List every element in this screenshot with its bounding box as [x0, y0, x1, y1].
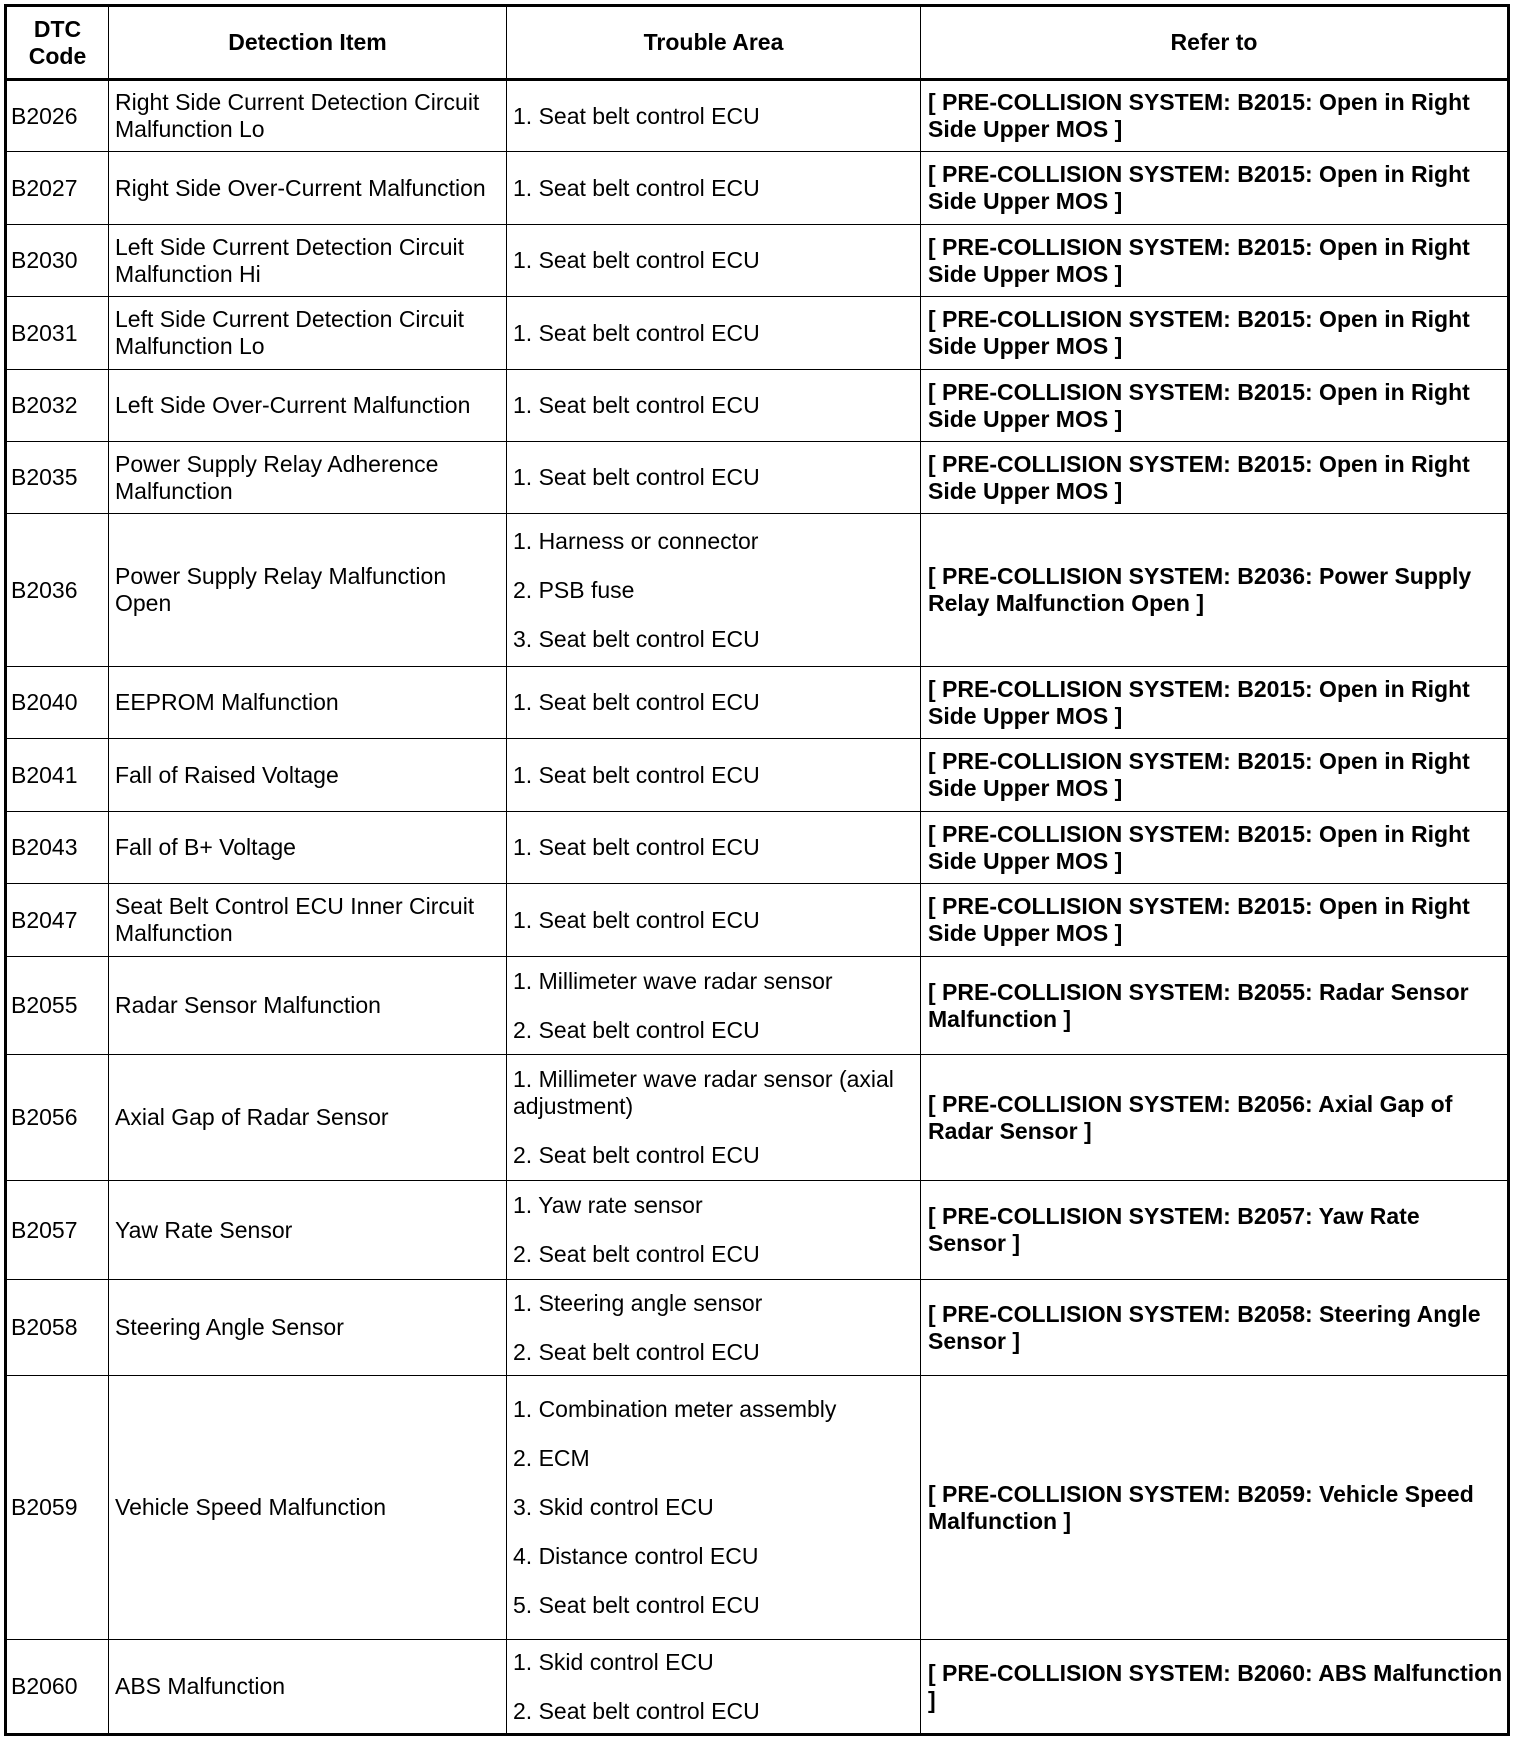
table-row — [6, 1376, 1509, 1640]
trouble-area-cell — [507, 1055, 921, 1181]
trouble-area-item: 2. Seat belt control ECU — [513, 1697, 760, 1724]
table-row — [6, 957, 1509, 1055]
detection-item-cell: Seat Belt Control ECU Inner Circuit Malfunction — [109, 884, 507, 957]
trouble-area-cell — [507, 442, 921, 514]
dtc-code-cell: B2043 — [6, 812, 109, 884]
trouble-area-list — [513, 1396, 914, 1619]
trouble-area-list — [513, 103, 914, 130]
detection-item-cell: Axial Gap of Radar Sensor — [109, 1055, 507, 1181]
table-row — [6, 80, 1509, 152]
trouble-area-cell — [507, 370, 921, 442]
table-row — [6, 884, 1509, 957]
detection-item-cell: Left Side Current Detection Circuit Malfunction Lo — [109, 297, 507, 370]
header-refer-to: Refer to — [921, 6, 1509, 80]
trouble-area-cell — [507, 1280, 921, 1376]
table-row — [6, 1055, 1509, 1181]
table-row — [6, 225, 1509, 297]
trouble-area-item: 1. Seat belt control ECU — [513, 174, 760, 201]
trouble-area-item: 1. Seat belt control ECU — [513, 319, 760, 346]
detection-item-cell: Right Side Current Detection Circuit Malfunction Lo — [109, 80, 507, 152]
trouble-area-item: 2. Seat belt control ECU — [513, 1016, 760, 1043]
trouble-area-item: 2. ECM — [513, 1445, 590, 1471]
detection-item-cell: Right Side Over-Current Malfunction — [109, 152, 507, 225]
trouble-area-item: 1. Seat belt control ECU — [513, 906, 760, 933]
dtc-code-cell: B2059 — [6, 1376, 109, 1640]
detection-item-cell: Left Side Current Detection Circuit Malfunction Hi — [109, 225, 507, 297]
detection-item-cell: EEPROM Malfunction — [109, 667, 507, 739]
trouble-area-item: 1. Seat belt control ECU — [513, 247, 760, 273]
refer-to-link[interactable]: [ PRE-COLLISION SYSTEM: B2059: Vehicle Speed Malfunction ] — [921, 1376, 1509, 1640]
table-row — [6, 1181, 1509, 1280]
header-trouble-area: Trouble Area — [507, 6, 921, 80]
refer-to-link[interactable]: [ PRE-COLLISION SYSTEM: B2015: Open in Right Side Upper MOS ] — [921, 739, 1509, 812]
detection-item-cell: ABS Malfunction — [109, 1640, 507, 1735]
table-row — [6, 812, 1509, 884]
dtc-code-cell: B2027 — [6, 152, 109, 225]
dtc-code-cell: B2060 — [6, 1640, 109, 1735]
trouble-area-item: 2. Seat belt control ECU — [513, 1142, 760, 1168]
table-row — [6, 1640, 1509, 1735]
refer-to-link[interactable]: [ PRE-COLLISION SYSTEM: B2056: Axial Gap of Radar Sensor ] — [921, 1055, 1509, 1181]
table-row — [6, 1280, 1509, 1376]
trouble-area-item: 3. Seat belt control ECU — [513, 625, 760, 652]
table-row — [6, 370, 1509, 442]
trouble-area-cell — [507, 812, 921, 884]
trouble-area-cell — [507, 1640, 921, 1735]
trouble-area-list — [513, 320, 914, 347]
trouble-area-item: 2. PSB fuse — [513, 576, 635, 603]
table-row — [6, 152, 1509, 225]
trouble-area-list — [513, 968, 914, 1044]
trouble-area-cell — [507, 1376, 921, 1640]
refer-to-link[interactable]: [ PRE-COLLISION SYSTEM: B2015: Open in Right Side Upper MOS ] — [921, 812, 1509, 884]
dtc-code-cell: B2047 — [6, 884, 109, 957]
trouble-area-item: 1. Seat belt control ECU — [513, 102, 760, 129]
trouble-area-item: 1. Steering angle sensor — [513, 1289, 763, 1316]
refer-to-link[interactable]: [ PRE-COLLISION SYSTEM: B2015: Open in Right Side Upper MOS ] — [921, 667, 1509, 739]
dtc-code-cell: B2057 — [6, 1181, 109, 1280]
trouble-area-cell — [507, 739, 921, 812]
trouble-area-item: 2. Seat belt control ECU — [513, 1338, 760, 1365]
trouble-area-cell — [507, 1181, 921, 1280]
trouble-area-list — [513, 1290, 914, 1366]
detection-item-cell: Fall of Raised Voltage — [109, 739, 507, 812]
trouble-area-item: 1. Seat belt control ECU — [513, 834, 760, 860]
detection-item-cell: Steering Angle Sensor — [109, 1280, 507, 1376]
trouble-area-item: 2. Seat belt control ECU — [513, 1241, 760, 1267]
refer-to-link[interactable]: [ PRE-COLLISION SYSTEM: B2015: Open in Right Side Upper MOS ] — [921, 225, 1509, 297]
trouble-area-item: 1. Combination meter assembly — [513, 1396, 837, 1422]
header-detection-item: Detection Item — [109, 6, 507, 80]
trouble-area-cell — [507, 297, 921, 370]
trouble-area-list — [513, 689, 914, 716]
detection-item-cell: Radar Sensor Malfunction — [109, 957, 507, 1055]
trouble-area-item: 1. Seat belt control ECU — [513, 464, 760, 490]
trouble-area-list — [513, 1649, 914, 1725]
trouble-area-item: 5. Seat belt control ECU — [513, 1592, 760, 1618]
trouble-area-item: 1. Millimeter wave radar sensor — [513, 967, 833, 994]
dtc-code-cell: B2041 — [6, 739, 109, 812]
detection-item-cell: Left Side Over-Current Malfunction — [109, 370, 507, 442]
detection-item-cell: Power Supply Relay Adherence Malfunction — [109, 442, 507, 514]
table-row — [6, 739, 1509, 812]
refer-to-link[interactable]: [ PRE-COLLISION SYSTEM: B2057: Yaw Rate Sensor ] — [921, 1181, 1509, 1280]
dtc-code-cell: B2058 — [6, 1280, 109, 1376]
refer-to-link[interactable]: [ PRE-COLLISION SYSTEM: B2015: Open in Right Side Upper MOS ] — [921, 884, 1509, 957]
dtc-code-cell: B2032 — [6, 370, 109, 442]
trouble-area-item: 1. Skid control ECU — [513, 1648, 714, 1675]
trouble-area-list — [513, 762, 914, 789]
refer-to-link[interactable]: [ PRE-COLLISION SYSTEM: B2060: ABS Malfunction ] — [921, 1640, 1509, 1735]
refer-to-link[interactable]: [ PRE-COLLISION SYSTEM: B2015: Open in Right Side Upper MOS ] — [921, 80, 1509, 152]
refer-to-link[interactable]: [ PRE-COLLISION SYSTEM: B2036: Power Supply Relay Malfunction Open ] — [921, 514, 1509, 667]
dtc-code-cell: B2040 — [6, 667, 109, 739]
header-row — [6, 6, 1509, 80]
trouble-area-list — [513, 175, 914, 202]
dtc-code-cell: B2035 — [6, 442, 109, 514]
trouble-area-list — [513, 907, 914, 934]
trouble-area-item: 1. Seat belt control ECU — [513, 761, 760, 788]
trouble-area-item: 1. Millimeter wave radar sensor (axial adjustment) — [513, 1066, 894, 1119]
trouble-area-cell — [507, 514, 921, 667]
trouble-area-cell — [507, 667, 921, 739]
trouble-area-item: 1. Seat belt control ECU — [513, 392, 760, 418]
trouble-area-cell — [507, 80, 921, 152]
detection-item-cell: Yaw Rate Sensor — [109, 1181, 507, 1280]
trouble-area-list — [513, 834, 914, 861]
table-body — [6, 80, 1509, 1735]
refer-to-link[interactable]: [ PRE-COLLISION SYSTEM: B2015: Open in Right Side Upper MOS ] — [921, 297, 1509, 370]
table-row — [6, 514, 1509, 667]
trouble-area-item: 1. Harness or connector — [513, 527, 759, 554]
trouble-area-list — [513, 247, 914, 274]
table-row — [6, 297, 1509, 370]
trouble-area-cell — [507, 152, 921, 225]
trouble-area-list — [513, 528, 914, 653]
refer-to-link[interactable]: [ PRE-COLLISION SYSTEM: B2015: Open in Right Side Upper MOS ] — [921, 370, 1509, 442]
detection-item-cell: Fall of B+ Voltage — [109, 812, 507, 884]
detection-item-cell: Vehicle Speed Malfunction — [109, 1376, 507, 1640]
trouble-area-list — [513, 392, 914, 419]
refer-to-link[interactable]: [ PRE-COLLISION SYSTEM: B2015: Open in Right Side Upper MOS ] — [921, 442, 1509, 514]
dtc-table — [4, 4, 1510, 1736]
header-dtc-code: DTC Code — [6, 6, 109, 80]
table-row — [6, 667, 1509, 739]
trouble-area-list — [513, 1066, 914, 1169]
dtc-code-cell: B2030 — [6, 225, 109, 297]
refer-to-link[interactable]: [ PRE-COLLISION SYSTEM: B2058: Steering Angle Sensor ] — [921, 1280, 1509, 1376]
trouble-area-cell — [507, 957, 921, 1055]
detection-item-cell: Power Supply Relay Malfunction Open — [109, 514, 507, 667]
trouble-area-item: 1. Seat belt control ECU — [513, 689, 760, 715]
trouble-area-item: 1. Yaw rate sensor — [513, 1192, 703, 1218]
dtc-code-cell: B2026 — [6, 80, 109, 152]
trouble-area-item: 3. Skid control ECU — [513, 1494, 714, 1520]
trouble-area-cell — [507, 225, 921, 297]
trouble-area-list — [513, 1192, 914, 1268]
dtc-code-cell: B2031 — [6, 297, 109, 370]
trouble-area-cell — [507, 884, 921, 957]
table-row — [6, 442, 1509, 514]
refer-to-link[interactable]: [ PRE-COLLISION SYSTEM: B2055: Radar Sensor Malfunction ] — [921, 957, 1509, 1055]
trouble-area-list — [513, 464, 914, 491]
dtc-code-cell: B2055 — [6, 957, 109, 1055]
dtc-code-cell: B2036 — [6, 514, 109, 667]
dtc-code-cell: B2056 — [6, 1055, 109, 1181]
refer-to-link[interactable]: [ PRE-COLLISION SYSTEM: B2015: Open in Right Side Upper MOS ] — [921, 152, 1509, 225]
trouble-area-item: 4. Distance control ECU — [513, 1543, 759, 1569]
